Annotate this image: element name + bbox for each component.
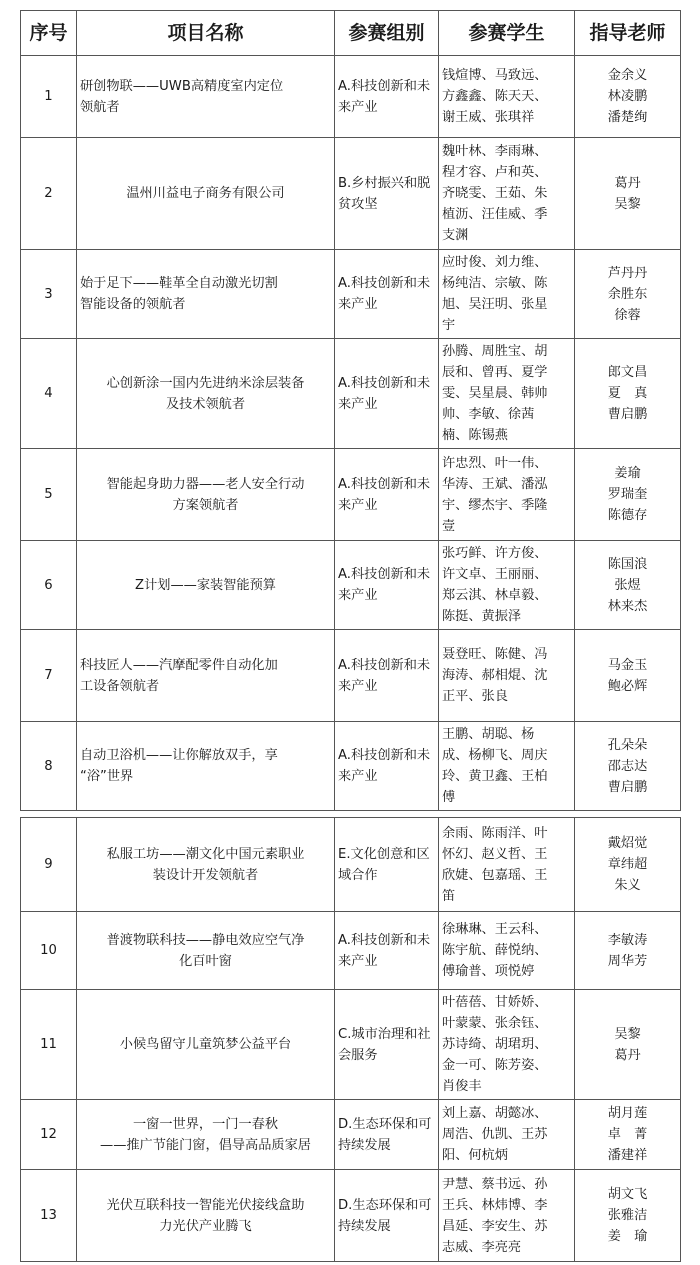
group-cell <box>335 818 439 912</box>
project-name-cell <box>77 138 335 250</box>
project-name-cell-line: 研创物联——UWB高精度室内定位 <box>80 78 284 94</box>
project-name-cell <box>77 541 335 630</box>
group-cell-line: E.文化创意和区 <box>338 846 430 862</box>
students-cell-line: 王兵、林炜博、李 <box>442 1197 548 1213</box>
teachers-cell-line: 周华芳 <box>607 953 648 969</box>
project-name-cell-line: 力光伏产业腾飞 <box>159 1218 252 1234</box>
project-name-cell <box>77 722 335 811</box>
table-row <box>21 250 681 339</box>
students-cell <box>439 722 575 811</box>
teachers-cell-line: 曹启鹏 <box>607 407 648 422</box>
students-cell <box>439 339 575 449</box>
row-index: 10 <box>21 912 77 990</box>
teachers-cell-line: 陈国浪 <box>607 556 648 572</box>
students-cell <box>439 250 575 339</box>
group-cell-line: A.科技创新和未 <box>338 476 431 492</box>
project-name-cell <box>77 630 335 722</box>
table-body <box>21 56 681 1262</box>
students-cell-line: 雯、吴星晨、韩帅 <box>442 386 548 401</box>
students-cell-line: 宇、缪杰宇、季隆 <box>442 497 548 513</box>
group-cell <box>335 250 439 339</box>
group-cell <box>335 449 439 541</box>
students-cell-line: 志威、李亮亮 <box>442 1239 522 1255</box>
students-cell-line: 程才容、卢和英、 <box>442 165 548 180</box>
group-cell-line: A.科技创新和未 <box>338 748 431 763</box>
project-name-cell-line: 装设计开发领航者 <box>152 867 259 883</box>
group-cell-line: B.乡村振兴和脱 <box>338 175 431 191</box>
students-cell-line: 张巧鲜、许方俊、 <box>442 546 548 561</box>
students-cell-line: 昌延、李安生、苏 <box>442 1218 548 1234</box>
students-cell-line: 方鑫鑫、陈天天、 <box>442 89 548 104</box>
group-cell-line: 来产业 <box>338 953 378 969</box>
students-cell-line: 苏诗绮、胡珺玥、 <box>442 1037 548 1052</box>
students-cell-line: 尹慧、蔡书远、孙 <box>442 1176 548 1192</box>
row-index: 7 <box>21 630 77 722</box>
row-index: 1 <box>21 56 77 138</box>
students-cell-line: 钱煊博、马致远、 <box>442 68 548 83</box>
row-index: 8 <box>21 722 77 811</box>
row-index: 12 <box>21 1100 77 1170</box>
students-cell <box>439 56 575 138</box>
project-name-cell-line: ——推广节能门窗，倡导高品质家居 <box>100 1137 311 1153</box>
project-name-cell-line: 智能起身助力器——老人安全行动 <box>106 476 305 492</box>
group-cell-line: 持续发展 <box>338 1137 391 1153</box>
teachers-cell-line: 朱义 <box>614 878 641 893</box>
table-row <box>21 1100 681 1170</box>
group-cell <box>335 912 439 990</box>
group-cell <box>335 541 439 630</box>
students-cell-line: 怀幻、赵义哲、王 <box>442 846 548 862</box>
students-cell-line: 陈挺、黄振泽 <box>442 609 522 624</box>
page-gap <box>21 811 681 818</box>
teachers-cell-line: 葛丹 <box>614 175 641 191</box>
project-name-cell <box>77 1170 335 1262</box>
row-index: 3 <box>21 250 77 339</box>
students-cell-line: 叶蓓蓓、甘娇娇、 <box>442 995 548 1010</box>
row-index: 2 <box>21 138 77 250</box>
students-cell-line: 辰和、曾再、夏学 <box>442 365 548 380</box>
group-cell-line: A.科技创新和未 <box>338 567 431 582</box>
project-name-cell-line: 智能设备的领航者 <box>80 297 186 312</box>
table-row <box>21 912 681 990</box>
group-cell <box>335 990 439 1100</box>
row-index: 4 <box>21 339 77 449</box>
teachers-cell <box>575 990 681 1100</box>
students-cell-line: 金一可、陈芳姿、 <box>442 1058 548 1073</box>
teachers-cell-line: 胡月莲 <box>607 1106 648 1121</box>
table-row <box>21 722 681 811</box>
teachers-cell-line: 徐蓉 <box>614 307 641 323</box>
students-cell-line: 傅瑜普、项悦婷 <box>442 964 535 979</box>
project-name-cell-line: 小候鸟留守儿童筑梦公益平台 <box>119 1037 292 1052</box>
teachers-cell <box>575 138 681 250</box>
teachers-cell-line: 李敏涛 <box>607 932 648 948</box>
teachers-cell <box>575 449 681 541</box>
teachers-cell-line: 戴炤觉 <box>607 836 648 851</box>
teachers-cell <box>575 722 681 811</box>
students-cell-line: 成、杨柳飞、周庆 <box>442 748 548 763</box>
project-name-cell-line: 始于足下——鞋革全自动激光切割 <box>80 276 278 291</box>
teachers-cell <box>575 912 681 990</box>
teachers-cell-line: 邵志达 <box>607 758 648 774</box>
group-cell-line: 会服务 <box>338 1047 378 1063</box>
project-name-cell-line: 科技匠人——汽摩配零件自动化加 <box>80 657 278 673</box>
teachers-cell-line: 曹启鹏 <box>607 779 648 795</box>
teachers-cell-line: 章纬超 <box>607 857 648 872</box>
teachers-cell-line: 马金玉 <box>607 657 648 673</box>
row-index: 6 <box>21 541 77 630</box>
project-name-cell <box>77 990 335 1100</box>
students-cell <box>439 449 575 541</box>
group-cell <box>335 630 439 722</box>
students-cell-line: 余雨、陈雨洋、叶 <box>442 825 548 841</box>
teachers-cell <box>575 339 681 449</box>
table-row <box>21 630 681 722</box>
teachers-cell-line: 葛丹 <box>614 1047 641 1063</box>
students-cell-line: 楠、陈锡燕 <box>442 428 508 443</box>
table-row <box>21 541 681 630</box>
teachers-cell <box>575 818 681 912</box>
teachers-cell-line: 潘楚绚 <box>607 110 648 125</box>
group-cell <box>335 1170 439 1262</box>
teachers-cell <box>575 1170 681 1262</box>
table-row <box>21 138 681 250</box>
students-cell-line: 魏叶林、李雨琳、 <box>442 144 548 159</box>
teachers-cell-line: 郎文昌 <box>607 365 648 380</box>
students-cell-line: 宇 <box>442 318 456 333</box>
teachers-cell-line: 吴黎 <box>614 196 641 212</box>
project-name-cell <box>77 56 335 138</box>
project-name-cell-line: Z计划——家装智能预算 <box>135 577 276 593</box>
teachers-cell-line: 罗瑞奎 <box>607 487 648 502</box>
group-cell-line: 来产业 <box>338 396 378 412</box>
students-cell-line: 支渊 <box>442 228 469 243</box>
group-cell <box>335 722 439 811</box>
project-name-cell-line: 普渡物联科技——静电效应空气净 <box>106 932 305 948</box>
group-cell-line: C.城市治理和社 <box>338 1026 431 1042</box>
group-cell <box>335 56 439 138</box>
group-cell-line: A.科技创新和未 <box>338 78 431 94</box>
teachers-cell-line: 芦丹丹 <box>607 265 648 281</box>
group-cell-line: D.生态环保和可 <box>338 1197 432 1213</box>
teachers-cell-line: 余胜东 <box>607 286 648 302</box>
students-cell-line: 玲、黄卫鑫、王柏 <box>442 769 548 784</box>
students-cell-line: 杨纯洁、宗敏、陈 <box>442 276 548 291</box>
students-cell-line: 徐琳琳、王云科、 <box>442 922 548 937</box>
teachers-cell <box>575 630 681 722</box>
students-cell-line: 壹 <box>442 518 456 534</box>
students-cell-line: 笛 <box>442 888 456 904</box>
students-cell-line: 帅、李敏、徐茜 <box>442 407 535 422</box>
table-row <box>21 56 681 138</box>
group-cell <box>335 138 439 250</box>
teachers-cell <box>575 541 681 630</box>
teachers-cell-line: 吴黎 <box>614 1026 641 1042</box>
project-name-cell <box>77 449 335 541</box>
teachers-cell-line: 潘建祥 <box>607 1148 648 1163</box>
teachers-cell-line: 金余义 <box>607 68 648 83</box>
students-cell-line: 正平、张良 <box>442 689 508 704</box>
group-cell-line: D.生态环保和可 <box>338 1116 432 1132</box>
header-teachers: 指导老师 <box>575 11 681 56</box>
project-name-cell-line: 光伏互联科技一智能光伏接线盒助 <box>106 1197 305 1213</box>
students-cell-line: 华涛、王斌、潘泓 <box>442 476 548 492</box>
header-project-name: 项目名称 <box>77 11 335 56</box>
project-name-cell-line: 领航者 <box>80 99 120 115</box>
project-name-cell <box>77 250 335 339</box>
header-row <box>21 11 681 56</box>
teachers-cell-line: 姜 瑜 <box>607 1229 648 1244</box>
group-cell-line: 来产业 <box>338 99 378 115</box>
group-cell-line: 域合作 <box>338 867 378 883</box>
teachers-cell-line: 张雅洁 <box>607 1208 648 1223</box>
students-cell-line: 旭、吴汪明、张星 <box>442 297 548 312</box>
project-name-cell-line: 及技术领航者 <box>165 396 246 412</box>
students-cell-line: 海涛、郝相焜、沈 <box>442 668 548 683</box>
teachers-cell-line: 孔朵朵 <box>607 737 648 753</box>
page-gap-cell <box>21 811 681 818</box>
students-cell-line: 叶蒙蒙、张余钰、 <box>442 1016 548 1031</box>
students-cell <box>439 1170 575 1262</box>
students-cell-line: 阳、何杭炳 <box>442 1148 508 1163</box>
project-name-cell <box>77 818 335 912</box>
group-cell-line: A.科技创新和未 <box>338 276 431 291</box>
students-cell-line: 谢王威、张琪祥 <box>442 110 535 125</box>
teachers-cell-line: 张煜 <box>614 577 641 593</box>
teachers-cell <box>575 250 681 339</box>
project-table-sheet <box>20 10 680 1262</box>
students-cell-line: 许忠烈、叶一伟、 <box>442 455 548 471</box>
project-name-cell-line: 方案领航者 <box>172 497 239 513</box>
project-name-cell <box>77 339 335 449</box>
row-index: 13 <box>21 1170 77 1262</box>
header-students: 参赛学生 <box>439 11 575 56</box>
project-name-cell-line: 心创新涂一国内先进纳米涂层装备 <box>106 375 305 391</box>
table-row <box>21 818 681 912</box>
students-cell-line: 许文卓、王丽丽、 <box>442 567 548 582</box>
teachers-cell <box>575 1100 681 1170</box>
project-name-cell-line: 化百叶窗 <box>179 953 232 969</box>
group-cell-line: 来产业 <box>338 678 378 694</box>
students-cell <box>439 138 575 250</box>
students-cell-line: 刘上嘉、胡懿冰、 <box>442 1106 548 1121</box>
project-name-cell <box>77 912 335 990</box>
row-index: 9 <box>21 818 77 912</box>
teachers-cell-line: 卓 菁 <box>607 1127 648 1142</box>
students-cell-line: 王鹏、胡聪、杨 <box>442 727 535 742</box>
table-row <box>21 1170 681 1262</box>
group-cell-line: 贫攻坚 <box>338 196 378 212</box>
group-cell-line: A.科技创新和未 <box>338 657 431 673</box>
students-cell-line: 陈宇航、薛悦纳、 <box>442 943 548 958</box>
project-name-cell-line: “浴”世界 <box>80 769 134 784</box>
project-name-cell-line: 私服工坊——潮文化中国元素职业 <box>106 846 305 862</box>
students-cell <box>439 990 575 1100</box>
teachers-cell-line: 林来杰 <box>607 598 648 614</box>
table-row <box>21 449 681 541</box>
group-cell-line: A.科技创新和未 <box>338 375 431 391</box>
students-cell-line: 傅 <box>442 790 456 805</box>
group-cell-line: 来产业 <box>338 297 378 312</box>
group-cell-line: 来产业 <box>338 497 378 513</box>
students-cell-line: 齐晓雯、王茹、朱 <box>442 186 548 201</box>
row-index: 5 <box>21 449 77 541</box>
group-cell-line: 来产业 <box>338 588 378 603</box>
header-group: 参赛组别 <box>335 11 439 56</box>
students-cell-line: 聂登旺、陈健、冯 <box>442 647 548 662</box>
project-name-cell-line: 一窗一世界，一门一春秋 <box>132 1116 279 1132</box>
group-cell-line: 持续发展 <box>338 1218 391 1234</box>
students-cell-line: 郑云淇、林卓毅、 <box>442 588 548 603</box>
teachers-cell-line: 鲍必辉 <box>607 678 648 694</box>
group-cell <box>335 339 439 449</box>
students-cell-line: 应时俊、刘力维、 <box>442 255 548 270</box>
project-name-cell-line: 工设备领航者 <box>80 678 160 694</box>
teachers-cell-line: 夏 真 <box>607 386 648 401</box>
project-name-cell <box>77 1100 335 1170</box>
header-index: 序号 <box>21 11 77 56</box>
row-index: 11 <box>21 990 77 1100</box>
group-cell-line: 来产业 <box>338 769 378 784</box>
group-cell-line: A.科技创新和未 <box>338 932 431 948</box>
students-cell-line: 周浩、仇凯、王苏 <box>442 1127 548 1142</box>
teachers-cell-line: 胡文飞 <box>607 1187 648 1202</box>
students-cell <box>439 630 575 722</box>
teachers-cell-line: 林凌鹏 <box>607 89 648 104</box>
students-cell-line: 孙腾、周胜宝、胡 <box>442 344 548 359</box>
teachers-cell-line: 陈德存 <box>607 508 648 523</box>
students-cell <box>439 912 575 990</box>
students-cell <box>439 541 575 630</box>
students-cell-line: 肖俊丰 <box>442 1079 482 1094</box>
students-cell <box>439 818 575 912</box>
students-cell-line: 欣婕、包嘉瑶、王 <box>442 867 548 883</box>
students-cell <box>439 1100 575 1170</box>
project-name-cell-line: 温州川益电子商务有限公司 <box>126 186 285 201</box>
teachers-cell <box>575 56 681 138</box>
project-name-cell-line: 自动卫浴机——让你解放双手，享 <box>80 748 278 763</box>
table-row <box>21 339 681 449</box>
teachers-cell-line: 姜瑜 <box>614 466 641 481</box>
table-row <box>21 990 681 1100</box>
students-cell-line: 植沥、汪佳威、季 <box>442 207 548 222</box>
group-cell <box>335 1100 439 1170</box>
project-table <box>20 10 681 1262</box>
